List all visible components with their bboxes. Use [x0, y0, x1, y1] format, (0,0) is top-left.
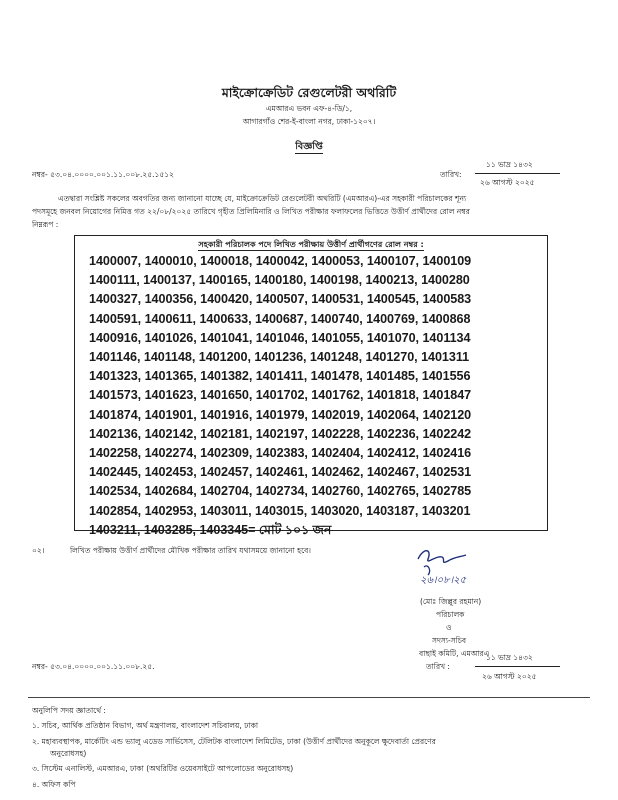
- signatory-role: সদস্য-সচিব: [432, 636, 467, 645]
- body-line: নিম্নরূপ :: [32, 220, 59, 229]
- body-line: এতদ্বারা সংশ্লিষ্ট সকলের অবগতির জন্য জানানো যাচ্ছে যে, মাইক্রোক্রেডিট রেগুলেটরী অথরিটি (এমআরএ)-এর সহকারী পরিচালকের শূন্য: [58, 194, 467, 203]
- copy-item: ১. সচিব, আর্থিক প্রতিষ্ঠান বিভাগ, অর্থ মন্ত্রণালয়, বাংলাদেশ সচিবালয়, ঢাকা: [32, 721, 258, 730]
- roll-line: 1401573, 1401623, 1401650, 1401702, 1401762, 1401818, 1401847: [89, 388, 472, 403]
- roll-line: 1401874, 1401901, 1401916, 1401979, 1402019, 1402064, 1402120: [89, 407, 472, 422]
- divider-line: [28, 697, 590, 698]
- date-divider: [475, 173, 560, 174]
- note-text: লিখিত পরীক্ষায় উত্তীর্ণ প্রার্থীদের মৌখিক পরীক্ষার তারিখ যথাসময়ে জানানো হবে।: [70, 546, 311, 555]
- signature-date: ২৬।০৮।২৫: [420, 575, 467, 586]
- signatory-name: (মোঃ জিল্লুর রহমান): [420, 597, 482, 606]
- date-label: তারিখ:: [440, 170, 462, 179]
- copy-item: ৪. অফিস কপি: [32, 780, 76, 789]
- roll-line: 1402534, 1402684, 1402704, 1402734, 1402760, 1402765, 1402785: [89, 484, 472, 499]
- copy-item: ৩. সিস্টেম এনালিস্ট, এমআরএ, ঢাকা (অথরিটির ওয়েবসাইটে আপলোডের অনুরোধসহ): [32, 764, 294, 773]
- date-bangla-bottom: ১১ ভাদ্র ১৪৩২: [486, 653, 533, 662]
- signatory-committee: বাছাই কমিটি, এমআরএ: [419, 649, 490, 658]
- copy-item-continued: অনুরোধসহ): [50, 749, 87, 758]
- roll-line: 1401323, 1401365, 1401382, 1401411, 1401478, 1401485, 1401556: [89, 369, 471, 384]
- roll-line: 1402854, 1402953, 1403011, 1403015, 1403020, 1403187, 1403201: [89, 503, 471, 518]
- roll-line: 1402258, 1402274, 1402309, 1402383, 1402404, 1402412, 1402416: [89, 446, 472, 461]
- date-bangla: ১১ ভাদ্র ১৪৩২: [486, 160, 533, 169]
- signatory-designation: পরিচালক: [436, 610, 465, 619]
- address-line-2: আগারগাঁও শের-ই-বাংলা নগর, ঢাকা-১২০৭।: [242, 117, 376, 126]
- copies-heading: অনুলিপি সদয় জ্ঞাতার্থে :: [32, 706, 106, 715]
- roll-line: 1402136, 1402142, 1402181, 1402197, 1402228, 1402236, 1402242: [89, 426, 472, 441]
- roll-line: 1400007, 1400010, 1400018, 1400042, 1400053, 1400107, 1400109: [89, 254, 472, 268]
- date-label-bottom: তারিখ :: [426, 662, 450, 671]
- copy-item: ২. মহাব্যবস্থাপক, মার্কেটিং এন্ড ভ্যালু এডেড সার্ভিসেস, টেলিটক বাংলাদেশ লিমিটেড, ঢাকা (উত্তীর্ণ প্রার্থীদের অনুকূলে ক্ষুদেবার্তা প্রেরণের: [32, 737, 436, 746]
- roll-line: 1400327, 1400356, 1400420, 1400507, 1400531, 1400545, 1400583: [89, 292, 472, 307]
- roll-line: 1402445, 1402453, 1402457, 1402461, 1402462, 1402467, 1402531: [89, 465, 472, 480]
- date-english-bottom: ২৬ আগস্ট ২০২৫: [482, 672, 537, 681]
- body-line: পদসমূহে জনবল নিয়োগের নিমিত্ত গত ২২/০৮/২০২৫ তারিখে গৃহীত প্রিলিমিনারি ও লিখিত পরীক্ষার ফলাফলের ভিত্তিতে উত্তীর্ণ প্রার্থীদের রোল নম্বর: [32, 207, 470, 216]
- results-box-title: সহকারী পরিচালক পদে লিখিত পরীক্ষায় উত্তীর্ণ প্রার্থীগণের রোল নম্বর :: [198, 240, 424, 249]
- roll-line: 1400916, 1401026, 1401041, 1401046, 1401055, 1401070, 1401134: [89, 330, 471, 345]
- note-number: ০২।: [32, 546, 45, 555]
- notice-title: বিজ্ঞপ্তি: [295, 141, 323, 152]
- roll-line: 1400591, 1400611, 1400633, 1400687, 1400740, 1400769, 1400868: [89, 311, 471, 326]
- roll-line: 1401146, 1401148, 1401200, 1401236, 1401248, 1401270, 1401311: [89, 350, 470, 365]
- memo-number-bottom: নম্বর- ৫৩.০৪.০০০০.০০১.১১.০০৮.২৫.: [32, 662, 155, 671]
- roll-line: 1403211, 1403285, 1403345= মোট ১০১ জন: [89, 522, 332, 537]
- date-english: ২৬ আগস্ট ২০২৫: [480, 178, 535, 187]
- roll-line: 1400111, 1400137, 1400165, 1400180, 1400198, 1400213, 1400280: [89, 273, 470, 288]
- memo-number: নম্বর- ৫৩.০৪.০০০০.০০১.১১.০০৮.২৫.১৫১২: [32, 170, 174, 179]
- signatory-and: ও: [446, 623, 452, 632]
- roll-number-list: [89, 252, 539, 540]
- address-line-1: এমআরএ ভবন এফ-৪-ডি/১,: [265, 104, 353, 113]
- results-box: [74, 235, 548, 537]
- date-divider-bottom: [475, 666, 560, 667]
- org-name: মাইক্রোক্রেডিট রেগুলেটরী অথরিটি: [221, 85, 397, 100]
